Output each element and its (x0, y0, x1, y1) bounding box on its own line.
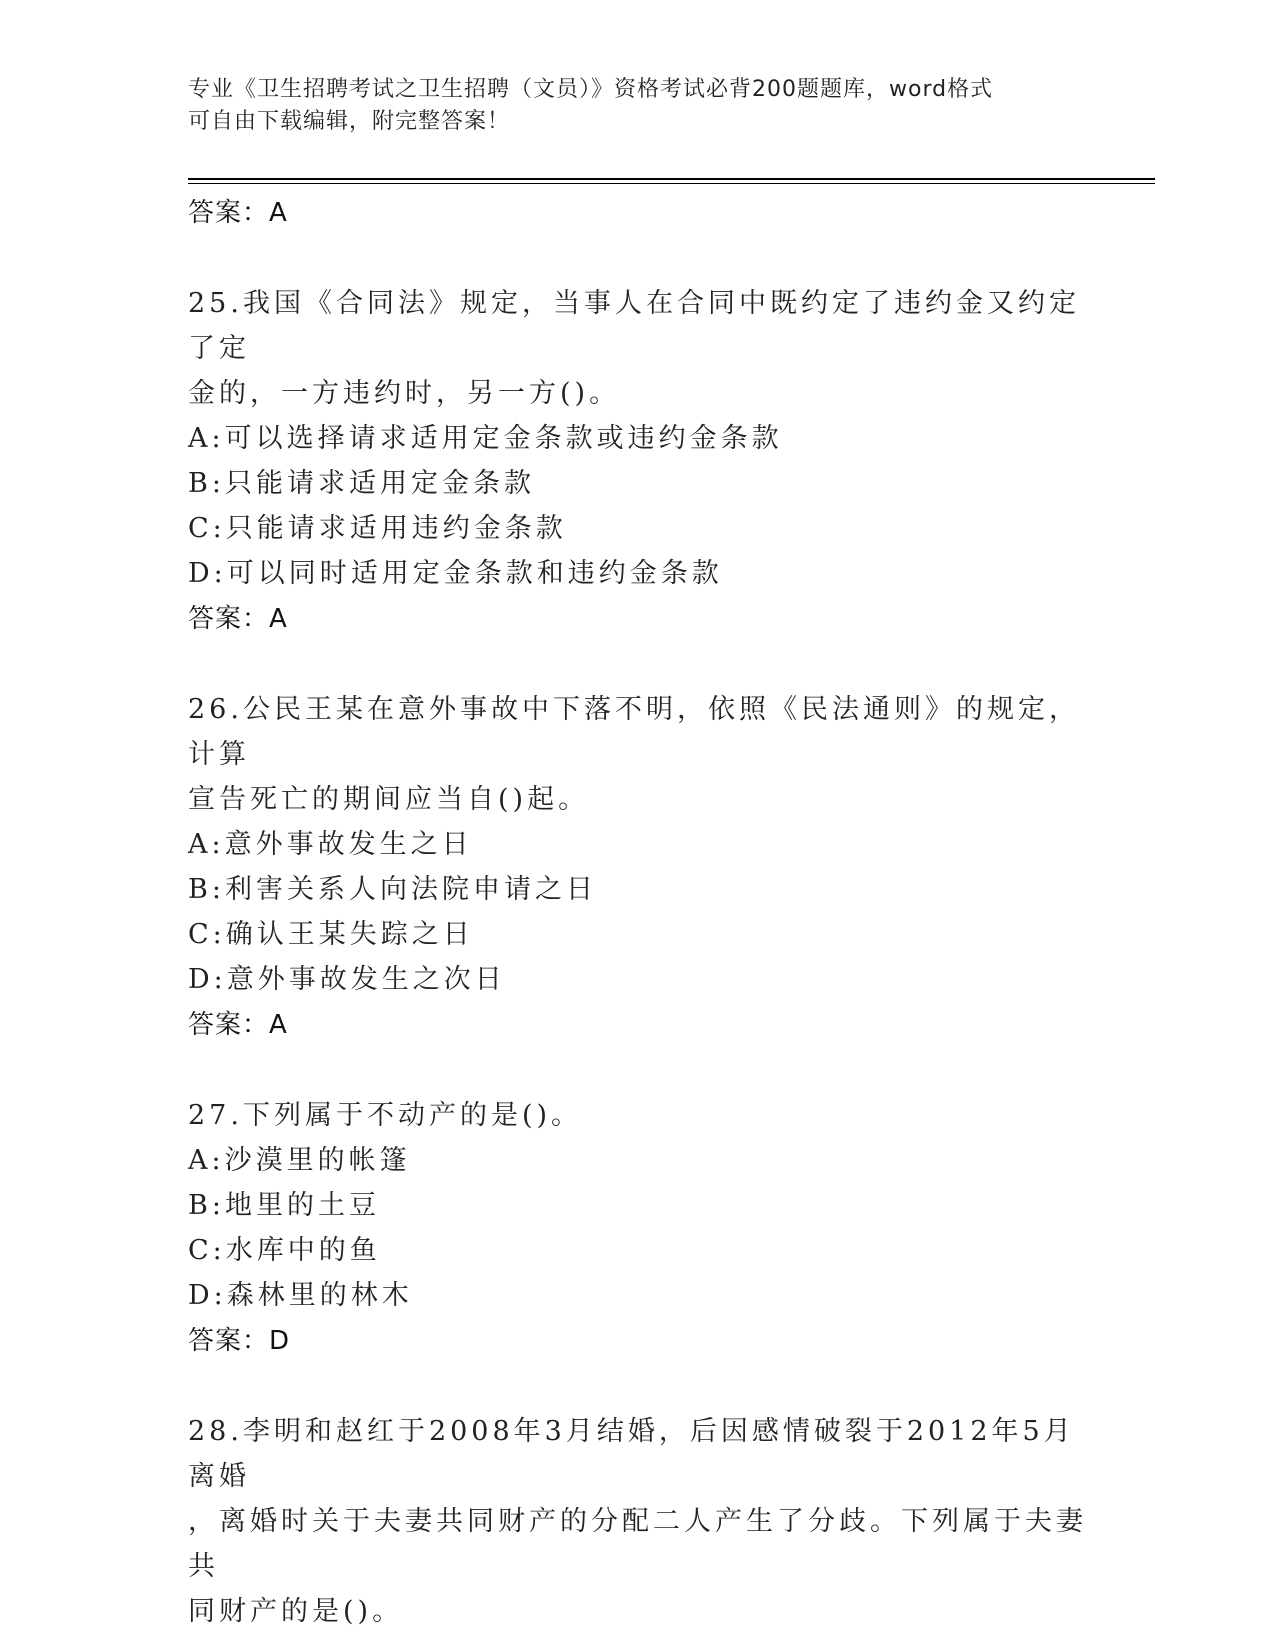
document-header (188, 74, 1068, 138)
document-body (188, 190, 1088, 1634)
answer-line: 答案：A (188, 1010, 288, 1040)
option-a: A:沙漠里的帐篷 (188, 1145, 411, 1176)
question-block (188, 281, 1088, 642)
option-b: B:地里的土豆 (188, 1190, 380, 1221)
option-c: C:只能请求适用违约金条款 (188, 513, 567, 544)
question-text-line: 27.下列属于不动产的是()。 (188, 1100, 583, 1131)
option-d: D:意外事故发生之次日 (188, 964, 506, 995)
answer-line: 答案：A (188, 198, 288, 228)
header-rule-thin (188, 183, 1155, 184)
answer-line: 答案：A (188, 604, 288, 634)
question-text-line: 26.公民王某在意外事故中下落不明，依照《民法通则》的规定，计算 (188, 694, 1080, 770)
option-b: B:只能请求适用定金条款 (188, 468, 535, 499)
option-a: A:可以选择请求适用定金条款或违约金条款 (188, 423, 783, 454)
option-c: C:确认王某失踪之日 (188, 919, 474, 950)
option-d: D:可以同时适用定金条款和违约金条款 (188, 558, 723, 589)
spacer (188, 1048, 1088, 1093)
header-line-1: 专业《卫生招聘考试之卫生招聘（文员）》资格考试必背200题题库，word格式 (188, 77, 994, 102)
option-d: D:森林里的林木 (188, 1280, 413, 1311)
spacer (188, 1364, 1088, 1409)
option-c: C:水库中的鱼 (188, 1235, 381, 1266)
option-b: B:利害关系人向法院申请之日 (188, 874, 597, 905)
question-text-line: 25.我国《合同法》规定，当事人在合同中既约定了违约金又约定了定 (188, 288, 1080, 364)
header-rule-thick (188, 178, 1155, 180)
option-a: A:意外事故发生之日 (188, 829, 473, 860)
question-text-line: 同财产的是()。 (188, 1596, 404, 1627)
question-block (188, 1409, 1088, 1634)
spacer (188, 642, 1088, 687)
header-line-2: 可自由下载编辑，附完整答案！ (188, 109, 511, 134)
question-block (188, 1093, 1088, 1364)
question-text-line: 宣告死亡的期间应当自()起。 (188, 784, 590, 815)
spacer (188, 236, 1088, 281)
question-text-line: 28.李明和赵红于2008年3月结婚，后因感情破裂于2012年5月离婚 (188, 1416, 1075, 1492)
question-text-line: ，离婚时关于夫妻共同财产的分配二人产生了分歧。下列属于夫妻共 (188, 1506, 1087, 1582)
answer-line: 答案：D (188, 1326, 291, 1356)
question-text-line: 金的，一方违约时，另一方()。 (188, 378, 621, 409)
question-block (188, 687, 1088, 1048)
